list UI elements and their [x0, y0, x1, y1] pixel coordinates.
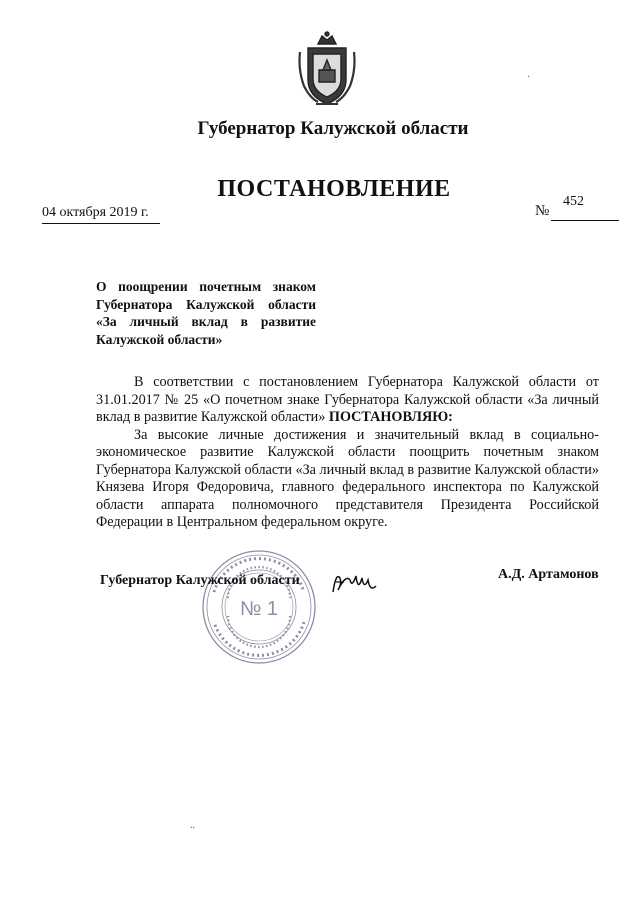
- document-number: [535, 194, 625, 220]
- document-date: 04 октября 2019 г.: [42, 205, 160, 224]
- official-seal-icon: [200, 548, 318, 666]
- scan-speck: ..: [190, 820, 195, 831]
- scan-speck: ·: [527, 72, 531, 83]
- signatory-name: А.Д. Артамонов: [498, 567, 599, 582]
- body-paragraph-1: [96, 374, 599, 427]
- document-subject: О поощрении почетным знаком Губернатора Калужской области «За личный вклад в развитие Калужской области»: [96, 279, 316, 347]
- signatory-title: Губернатор Калужской области: [100, 573, 300, 588]
- number-sign: №: [535, 203, 550, 219]
- coat-of-arms-icon: [296, 30, 358, 108]
- authority-title: Губернатор Калужской области: [197, 118, 469, 139]
- body-paragraph-2: За высокие личные достижения и значительный вклад в социально-экономическое развитие Калужской области поощрить почетным знаком Губернатора Калужской области «За личный вклад в развитие Калужской области» Князева Игоря Федоровича, главного федерального инспектора по Калужской области аппарата полномочного представителя Президента Российской Федерации в Центральном федеральном округе.: [96, 426, 599, 530]
- handwritten-signature-icon: [330, 566, 380, 600]
- stamp-number: № 1: [239, 598, 279, 620]
- document-body: [96, 374, 599, 532]
- number-underline: [551, 220, 619, 221]
- paragraph-1-text: В соответствии с постановлением Губернатора Калужской области от 31.01.2017 № 25 «О почетном знаке Губернатора Калужской области «За личный вклад в развитие Калужской области»: [96, 374, 599, 425]
- decree-word: ПОСТАНОВЛЯЮ:: [328, 409, 453, 425]
- document-type-title: ПОСТАНОВЛЕНИЕ: [217, 176, 451, 202]
- number-value: 452: [563, 194, 584, 209]
